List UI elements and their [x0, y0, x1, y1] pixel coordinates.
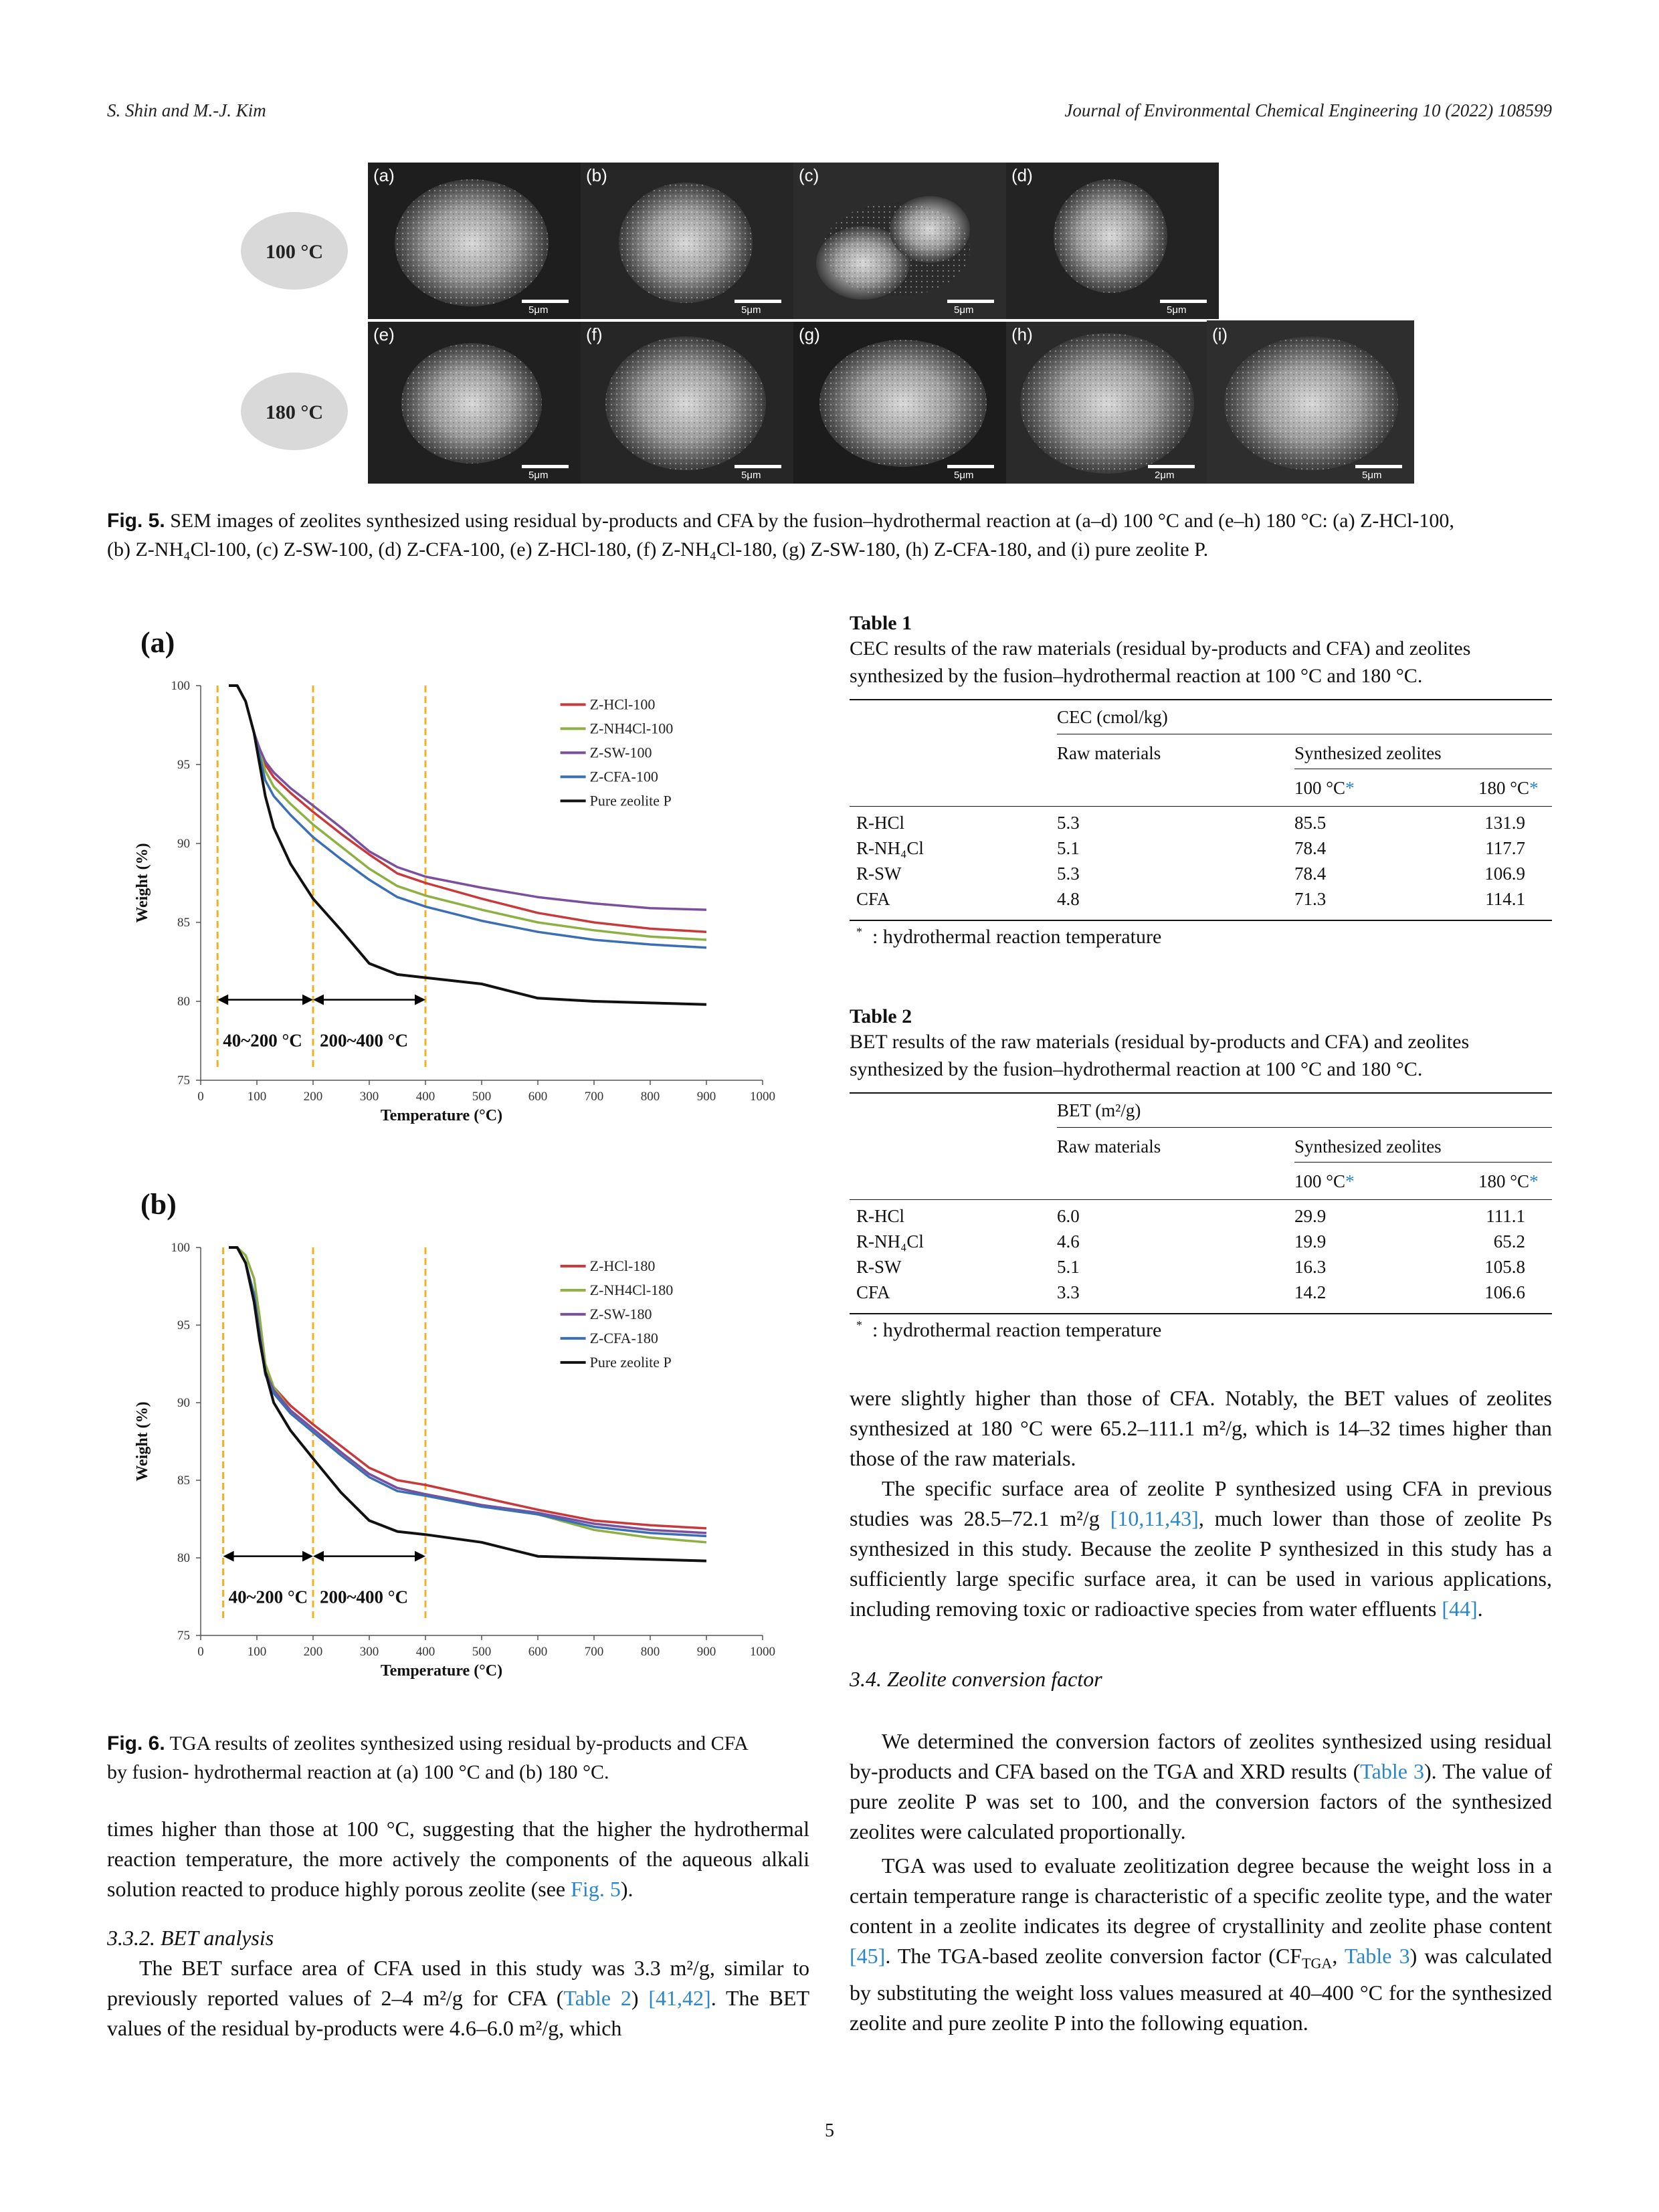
table1-cell-t2: 131.9 — [1484, 813, 1525, 833]
footnote-marker[interactable]: * — [1529, 778, 1539, 798]
sem-panel-label: (e) — [373, 324, 395, 344]
x-tick-label: 200 — [303, 1090, 323, 1104]
table1-cell-name: R-NH₄Cl — [856, 838, 924, 858]
table2-cell-t2: 111.1 — [1486, 1206, 1525, 1226]
x-tick-label: 100 — [247, 1645, 267, 1659]
sem-panel-f — [581, 322, 793, 484]
table2-title: Table 2 — [850, 1005, 912, 1027]
arrow-head-left — [223, 1551, 234, 1562]
text-run: 180 °C — [1478, 1171, 1530, 1191]
x-tick-label: 200 — [303, 1645, 323, 1659]
left-paragraph-2 — [107, 1953, 809, 2043]
y-tick-label: 100 — [171, 1241, 190, 1255]
link-fig5[interactable]: Fig. 5 — [571, 1877, 621, 1901]
scale-bar-label: 5μm — [954, 304, 974, 316]
table2-cell-name: R-SW — [856, 1257, 902, 1277]
figure-5-sem-images — [241, 163, 1452, 484]
x-tick-label: 900 — [696, 1090, 716, 1104]
link-ref-10-11-43[interactable]: [10,11,43] — [1110, 1506, 1199, 1530]
x-axis-label: Temperature (°C) — [380, 1662, 503, 1680]
fig5-caption-line2: (b) Z-NH₄Cl-100, (c) Z-SW-100, (d) Z-CFA-100, (e) Z-HCl-180, (f) Z-NH₄Cl-180, (g) Z-SW-180, (h) Z-CFA-180, and (i) pure zeolite P. — [107, 538, 1209, 561]
x-tick-label: 1000 — [750, 1090, 775, 1104]
y-tick-label: 90 — [177, 837, 190, 851]
link-table3[interactable]: Table 3 — [1360, 1759, 1424, 1783]
table1-group-header: CEC (cmol/kg) — [1057, 707, 1168, 727]
table1-cell-raw: 4.8 — [1057, 889, 1080, 909]
text-run: ). — [620, 1877, 633, 1901]
table2-cell-raw: 6.0 — [1057, 1206, 1080, 1226]
table1-col-180 — [1478, 778, 1539, 799]
sem-panel-label: (g) — [799, 324, 820, 344]
y-axis-label: Weight (%) — [134, 1401, 151, 1482]
text-run: . The TGA-based zeolite conversion factor (CF — [885, 1944, 1302, 1968]
text-run: , much lower than those of zeolite Ps synthesized in this study. Because the zeolite P synthesized in this study has a sufficiently large specific surface area, it can be used in various applications, including removing toxic or radioactive species from water effluents — [850, 1506, 1553, 1621]
temp-label-100: 100 °C — [265, 241, 324, 263]
legend-entry: Z-CFA-100 — [589, 768, 658, 785]
text-run: TGA — [1302, 1954, 1333, 1972]
table1-cell-t2: 117.7 — [1485, 838, 1525, 858]
scale-bar-label: 5μm — [528, 470, 549, 481]
x-tick-label: 600 — [528, 1645, 548, 1659]
x-tick-label: 900 — [696, 1645, 716, 1659]
right-paragraph-2 — [850, 1474, 1552, 1624]
table1-cell-t2: 114.1 — [1485, 889, 1525, 909]
text-run: 100 °C — [1294, 778, 1346, 798]
arrow-head-left — [313, 995, 324, 1005]
tga-chart-b — [114, 1174, 809, 1729]
sem-panel-d — [1006, 163, 1219, 319]
table2-footnote — [856, 1318, 1161, 1342]
table2-cell-raw: 4.6 — [1057, 1231, 1080, 1251]
table2-cell-name: R-NH₄Cl — [856, 1231, 924, 1251]
right-paragraph-3 — [850, 1726, 1552, 1847]
legend-entry: Z-SW-180 — [589, 1305, 652, 1322]
x-tick-label: 500 — [472, 1090, 492, 1104]
fig6-caption-line2: by fusion- hydrothermal reaction at (a) 100 °C and (b) 180 °C. — [107, 1761, 609, 1783]
x-axis-label: Temperature (°C) — [380, 1107, 503, 1124]
x-tick-label: 0 — [197, 1645, 204, 1659]
y-tick-label: 80 — [177, 995, 190, 1009]
table-2 — [850, 1005, 1552, 1083]
text-run: , — [1332, 1944, 1345, 1968]
scale-bar-label: 5μm — [528, 304, 549, 316]
link-table3-b[interactable]: Table 3 — [1344, 1944, 1410, 1968]
table2-col-100 — [1294, 1171, 1355, 1192]
link-table2[interactable]: Table 2 — [563, 1986, 631, 2010]
x-tick-label: 300 — [359, 1090, 379, 1104]
y-tick-label: 85 — [177, 916, 190, 930]
text-run: times higher than those at 100 °C, suggesting that the higher the hydrothermal reaction temperature, the more actively the components of the aqueous alkali solution reacted to produce highly porous zeolite (see — [107, 1817, 809, 1901]
text-run: 180 °C — [1478, 778, 1530, 798]
table1-cell-t1: 85.5 — [1294, 813, 1327, 833]
y-tick-label: 80 — [177, 1551, 190, 1565]
range-annotation: 200~400 °C — [320, 1587, 409, 1607]
table2-caption-line2: synthesized by the fusion–hydrothermal reaction at 100 °C and 180 °C. — [850, 1058, 1423, 1080]
table1-caption-line2: synthesized by the fusion–hydrothermal reaction at 100 °C and 180 °C. — [850, 665, 1423, 687]
scale-bar-label: 5μm — [741, 304, 761, 316]
x-tick-label: 600 — [528, 1090, 548, 1104]
table1-cell-t1: 78.4 — [1294, 838, 1327, 858]
section-heading-3-3-2: 3.3.2. BET analysis — [107, 1926, 274, 1950]
sem-panel-label: (b) — [586, 165, 607, 185]
text-run: . The BET values of the residual by-products were 4.6–6.0 m²/g, which — [107, 1986, 810, 2040]
table2-cell-name: R-HCl — [856, 1206, 905, 1226]
text-run: We determined the conversion factors of zeolites synthesized using residual by-products and CFA based on the TGA and XRD results ( — [850, 1729, 1552, 1783]
table1-cell-name: R-HCl — [856, 813, 905, 833]
running-header-authors: S. Shin and M.-J. Kim — [107, 100, 266, 120]
scale-bar-label: 2μm — [1155, 470, 1175, 481]
right-paragraph-4 — [850, 1851, 1552, 2038]
table1-footnote — [856, 925, 1161, 948]
sem-panel-label: (f) — [586, 324, 603, 344]
footnote-marker: * — [856, 925, 862, 938]
table2-cell-raw: 3.3 — [1057, 1282, 1080, 1302]
table1-col-raw: Raw materials — [1057, 743, 1161, 763]
table2-cell-raw: 5.1 — [1057, 1257, 1080, 1277]
table2-col-synth: Synthesized zeolites — [1294, 1136, 1442, 1157]
scale-bar-label: 5μm — [954, 470, 974, 481]
table1-cell-t1: 71.3 — [1294, 889, 1327, 909]
sem-panel-i — [1207, 320, 1414, 484]
fig5-caption-label: Fig. 5. — [107, 510, 165, 532]
x-tick-label: 1000 — [750, 1645, 775, 1659]
figure-6a-chart — [114, 612, 809, 1174]
y-tick-label: 90 — [177, 1396, 190, 1410]
fig5-caption-line1: SEM images of zeolites synthesized using residual by-products and CFA by the fusion–hydrothermal reaction at (a–d) 100 °C and (e–h) 180 °C: (a) Z-HCl-100, — [170, 510, 1454, 532]
table1-cell-raw: 5.3 — [1057, 813, 1080, 833]
table2-body — [850, 1092, 1552, 1346]
table2-cell-t2: 106.6 — [1484, 1282, 1525, 1302]
scale-bar-label: 5μm — [1362, 470, 1382, 481]
temp-label-180: 180 °C — [265, 401, 324, 423]
range-annotation: 40~200 °C — [228, 1587, 308, 1607]
table2-col-180 — [1478, 1171, 1539, 1192]
table1-cell-raw: 5.3 — [1057, 864, 1080, 884]
arrow-head-right — [415, 1551, 425, 1562]
sem-panel-c — [793, 163, 1006, 319]
arrow-head-left — [313, 1551, 324, 1562]
table2-cell-t2: 105.8 — [1484, 1257, 1525, 1277]
panel-label: (b) — [140, 1188, 177, 1221]
fig6-caption-line1: TGA results of zeolites synthesized using residual by-products and CFA — [169, 1732, 749, 1754]
footnote-marker[interactable]: * — [1345, 1171, 1355, 1191]
section-heading-3-4: 3.4. Zeolite conversion factor — [850, 1667, 1102, 1691]
right-column-text — [850, 1383, 1552, 2038]
sem-panel-label: (a) — [373, 165, 395, 185]
table1-col-100 — [1294, 778, 1355, 799]
figure-6b-chart — [114, 1174, 809, 1729]
table1-col-synth: Synthesized zeolites — [1294, 743, 1442, 763]
x-tick-label: 700 — [584, 1090, 604, 1104]
table2-col-raw: Raw materials — [1057, 1136, 1161, 1157]
sem-panel-b — [581, 163, 793, 319]
sem-panel-a — [368, 163, 581, 319]
table2-cell-t2: 65.2 — [1493, 1231, 1525, 1251]
text-run: 100 °C — [1294, 1171, 1346, 1191]
page-number: 5 — [825, 2120, 834, 2141]
table1-caption-line1: CEC results of the raw materials (residual by-products and CFA) and zeolites — [850, 637, 1471, 660]
footnote-marker[interactable]: * — [1529, 1171, 1539, 1191]
x-tick-label: 400 — [415, 1645, 435, 1659]
x-tick-label: 400 — [415, 1090, 435, 1104]
footnote-marker[interactable]: * — [1345, 778, 1355, 798]
x-tick-label: 300 — [359, 1645, 379, 1659]
link-ref-45[interactable]: [45] — [850, 1944, 886, 1968]
link-ref-41-42[interactable]: [41,42] — [648, 1986, 711, 2010]
y-tick-label: 95 — [177, 1318, 190, 1332]
y-axis-label: Weight (%) — [134, 843, 151, 923]
arrow-head-right — [302, 1551, 313, 1562]
left-column-text — [107, 1814, 809, 2043]
table2-cell-name: CFA — [856, 1282, 890, 1302]
table2-cell-t1: 29.9 — [1294, 1206, 1327, 1226]
text-run: ). The value of pure zeolite P was set to 100, and the conversion factors of the synthesized zeolites were calculated proportionally. — [850, 1759, 1552, 1843]
table1-cell-t1: 78.4 — [1294, 864, 1327, 884]
right-paragraph-1: were slightly higher than those of CFA. Notably, the BET values of zeolites synthesized at 180 °C were 65.2–111.1 m²/g, which is 14–32 times higher than those of the raw materials. — [850, 1386, 1552, 1470]
text-run: ) was calculated by substituting the weight loss values measured at 40–400 °C for the synthesized zeolite and pure zeolite P into the following equation. — [850, 1944, 1553, 2035]
text-run: : hydrothermal reaction temperature — [872, 1319, 1162, 1341]
arrow-head-right — [302, 995, 313, 1005]
x-tick-label: 700 — [584, 1645, 604, 1659]
text-run: . — [1477, 1597, 1483, 1621]
table1-cell-t2: 106.9 — [1484, 864, 1525, 884]
x-tick-label: 100 — [247, 1090, 267, 1104]
table1-cell-raw: 5.1 — [1057, 838, 1080, 858]
sem-panel-label: (c) — [799, 165, 819, 185]
scale-bar-label: 5μm — [1167, 304, 1187, 316]
table1-cell-name: CFA — [856, 889, 890, 909]
footnote-marker: * — [856, 1318, 862, 1332]
text-run: The specific surface area of zeolite P synthesized using CFA in previous studies was 28.5–72.1 m²/g — [850, 1476, 1552, 1530]
legend-entry: Pure zeolite P — [589, 792, 672, 809]
table1-title: Table 1 — [850, 612, 912, 634]
text-run: TGA was used to evaluate zeolitization degree because the weight loss in a certain temperature range is characteristic of a specific zeolite type, and the water content in a zeolite indicates its degree of crystallinity and zeolite phase content — [850, 1853, 1552, 1938]
y-tick-label: 75 — [177, 1629, 190, 1643]
sem-panel-h — [1006, 322, 1207, 484]
table2-group-header: BET (m²/g) — [1057, 1100, 1141, 1120]
sem-panel-e — [368, 322, 581, 484]
sem-panel-label: (d) — [1011, 165, 1033, 185]
x-tick-label: 500 — [472, 1645, 492, 1659]
legend-entry: Pure zeolite P — [589, 1353, 672, 1371]
table1-cell-name: R-SW — [856, 864, 902, 884]
table-1 — [850, 612, 1552, 690]
scale-bar-label: 5μm — [741, 470, 761, 481]
table2-cell-t1: 14.2 — [1294, 1282, 1327, 1302]
range-annotation: 200~400 °C — [320, 1030, 409, 1051]
y-tick-label: 100 — [171, 679, 190, 693]
x-tick-label: 800 — [640, 1090, 660, 1104]
table2-cell-t1: 16.3 — [1294, 1257, 1327, 1277]
legend-entry: Z-CFA-180 — [589, 1329, 658, 1346]
legend-entry: Z-HCl-180 — [589, 1257, 656, 1274]
sem-mosaic — [241, 163, 1452, 484]
x-tick-label: 0 — [197, 1090, 204, 1104]
legend-entry: Z-NH4Cl-180 — [589, 1281, 674, 1298]
link-ref-44[interactable]: [44] — [1442, 1597, 1478, 1621]
figure-6-caption — [107, 1729, 809, 1787]
y-tick-label: 75 — [177, 1074, 190, 1088]
table2-cell-t1: 19.9 — [1294, 1231, 1327, 1251]
sem-panel-label: (h) — [1011, 324, 1033, 344]
text-run: ) — [631, 1986, 649, 2010]
running-header-journal: Journal of Environmental Chemical Engineering 10 (2022) 108599 — [1064, 100, 1552, 120]
fig6-caption-label: Fig. 6. — [107, 1732, 165, 1754]
sem-panel-label: (i) — [1212, 324, 1228, 344]
sem-panel-g — [793, 322, 1006, 484]
range-annotation: 40~200 °C — [223, 1030, 302, 1051]
left-paragraph-1 — [107, 1814, 809, 1904]
legend-entry: Z-SW-100 — [589, 744, 652, 761]
y-tick-label: 95 — [177, 758, 190, 772]
x-tick-label: 800 — [640, 1645, 660, 1659]
figure-5-caption — [107, 506, 1552, 564]
y-tick-label: 85 — [177, 1474, 190, 1488]
legend-entry: Z-HCl-100 — [589, 696, 656, 713]
text-run: The BET surface area of CFA used in this study was 3.3 m²/g, similar to previously reported values of 2–4 m²/g for CFA ( — [107, 1956, 809, 2010]
arrow-head-right — [415, 995, 425, 1005]
table2-caption-line1: BET results of the raw materials (residual by-products and CFA) and zeolites — [850, 1031, 1470, 1053]
legend-entry: Z-NH4Cl-100 — [589, 720, 674, 737]
tga-chart-a — [114, 612, 809, 1174]
arrow-head-left — [217, 995, 228, 1005]
panel-label: (a) — [140, 626, 175, 659]
table1-body — [850, 699, 1552, 953]
text-run: : hydrothermal reaction temperature — [872, 926, 1162, 948]
